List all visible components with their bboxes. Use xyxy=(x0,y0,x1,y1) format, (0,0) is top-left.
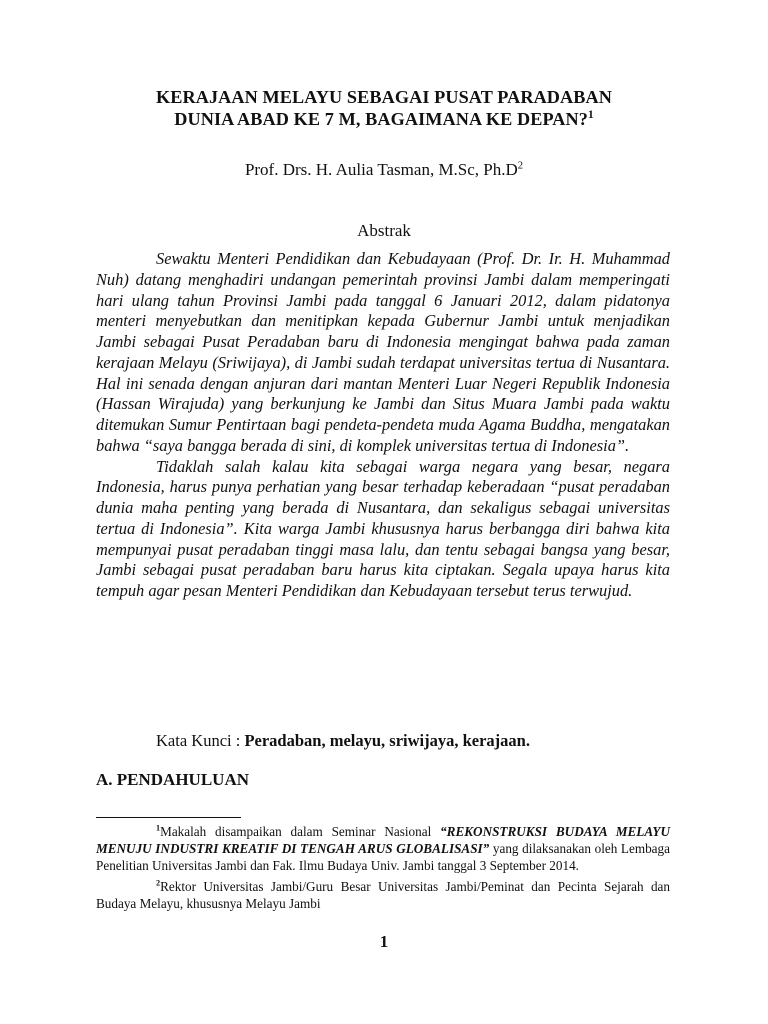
keywords-line xyxy=(156,730,530,752)
author-name: Prof. Drs. H. Aulia Tasman, M.Sc, Ph.D xyxy=(244,160,518,179)
footnote-2 xyxy=(96,878,670,912)
title-footnote-mark[interactable]: 1 xyxy=(587,108,594,121)
abstract-paragraph-2: Tidaklah salah kalau kita sebagai warga negara yang besar, negara Indonesia, harus punya perhatian yang besar terhadap keberadaan “pusat peradaban dunia maha penting yang berada di Nusantara, dan sekaligus sebagai universitas tertua di Indonesia”. Kita warga Jambi khususnya harus berbangga diri bahwa kita mempunyai pusat peradaban tinggi masa lalu, dan tentu sebagai bangsa yang besar, Jambi sebagai pusat peradaban baru harus kita ciptakan. Segala upaya harus kita tempuh agar pesan Menteri Pendidikan dan Kebudayaan tersebut terus terwujud. xyxy=(96,456,670,600)
abstract-paragraph-1: Sewaktu Menteri Pendidikan dan Kebudayaan (Prof. Dr. Ir. H. Muhammad Nuh) datang menghadiri undangan pemerintah provinsi Jambi dalam memperingati hari ulang tahun Provinsi Jambi pada tanggal 6 Januari 2012, dalam pidatonya menteri menyebutkan dan menitipkan kepada Gubernur Jambi untuk menjadikan Jambi sebagai Pusat Peradaban baru di Indonesia mengingat bahwa pada zaman kerajaan Melayu (Sriwijaya), di Jambi sudah terdapat universitas tertua di Nusantara. Hal ini senada dengan anjuran dari mantan Menteri Luar Negeri Republik Indonesia (Hassan Wirajuda) yang berkunjung ke Jambi dan Situs Muara Jambi pada waktu ditemukan Sumur Pentirtaan bagi pendeta-pendeta muda Agama Buddha, mengatakan bahwa “saya bangga berada di sini, di komplek universitas tertua di Indonesia”. xyxy=(96,249,670,455)
title-line-2 xyxy=(96,108,672,130)
author-footnote-mark[interactable]: 2 xyxy=(517,160,524,172)
abstract-body xyxy=(96,249,670,602)
page-number: 1 xyxy=(379,932,389,951)
footnote-1 xyxy=(96,823,670,874)
footnote-separator xyxy=(96,817,241,818)
footnote-1-text-b: yang dilaksanakan oleh Lembaga Penelitian Universitas Jambi dan Fak. Ilmu Budaya Univ. Jambi tanggal 3 September 2014. xyxy=(96,841,670,873)
keywords-label: Kata Kunci : xyxy=(156,731,241,750)
author-line xyxy=(96,158,672,182)
title-line-1: KERAJAAN MELAYU SEBAGAI PUSAT PARADABAN xyxy=(156,87,612,107)
keywords-value: Peradaban, melayu, sriwijaya, kerajaan. xyxy=(244,731,530,750)
section-heading: A. PENDAHULUAN xyxy=(96,770,249,789)
footnote-1-mark: 1 xyxy=(156,823,161,833)
title-line-2-text: DUNIA ABAD KE 7 M, BAGAIMANA KE DEPAN? xyxy=(174,109,588,129)
footnote-1-text-a: Makalah disampaikan dalam Seminar Nasional xyxy=(160,824,441,839)
footnote-1-seminar-title: “REKONSTRUKSI BUDAYA MELAYU MENUJU INDUSTRI KREATIF DI TENGAH ARUS GLOBALISASI” xyxy=(96,824,670,856)
paper-title xyxy=(96,86,672,130)
abstract-heading: Abstrak xyxy=(357,221,411,240)
footnote-2-mark: 2 xyxy=(156,878,161,888)
footnotes xyxy=(96,823,670,912)
footnote-2-text: Rektor Universitas Jambi/Guru Besar Universitas Jambi/Peminat dan Pecinta Sejarah dan Budaya Melayu, khususnya Melayu Jambi xyxy=(96,879,670,911)
